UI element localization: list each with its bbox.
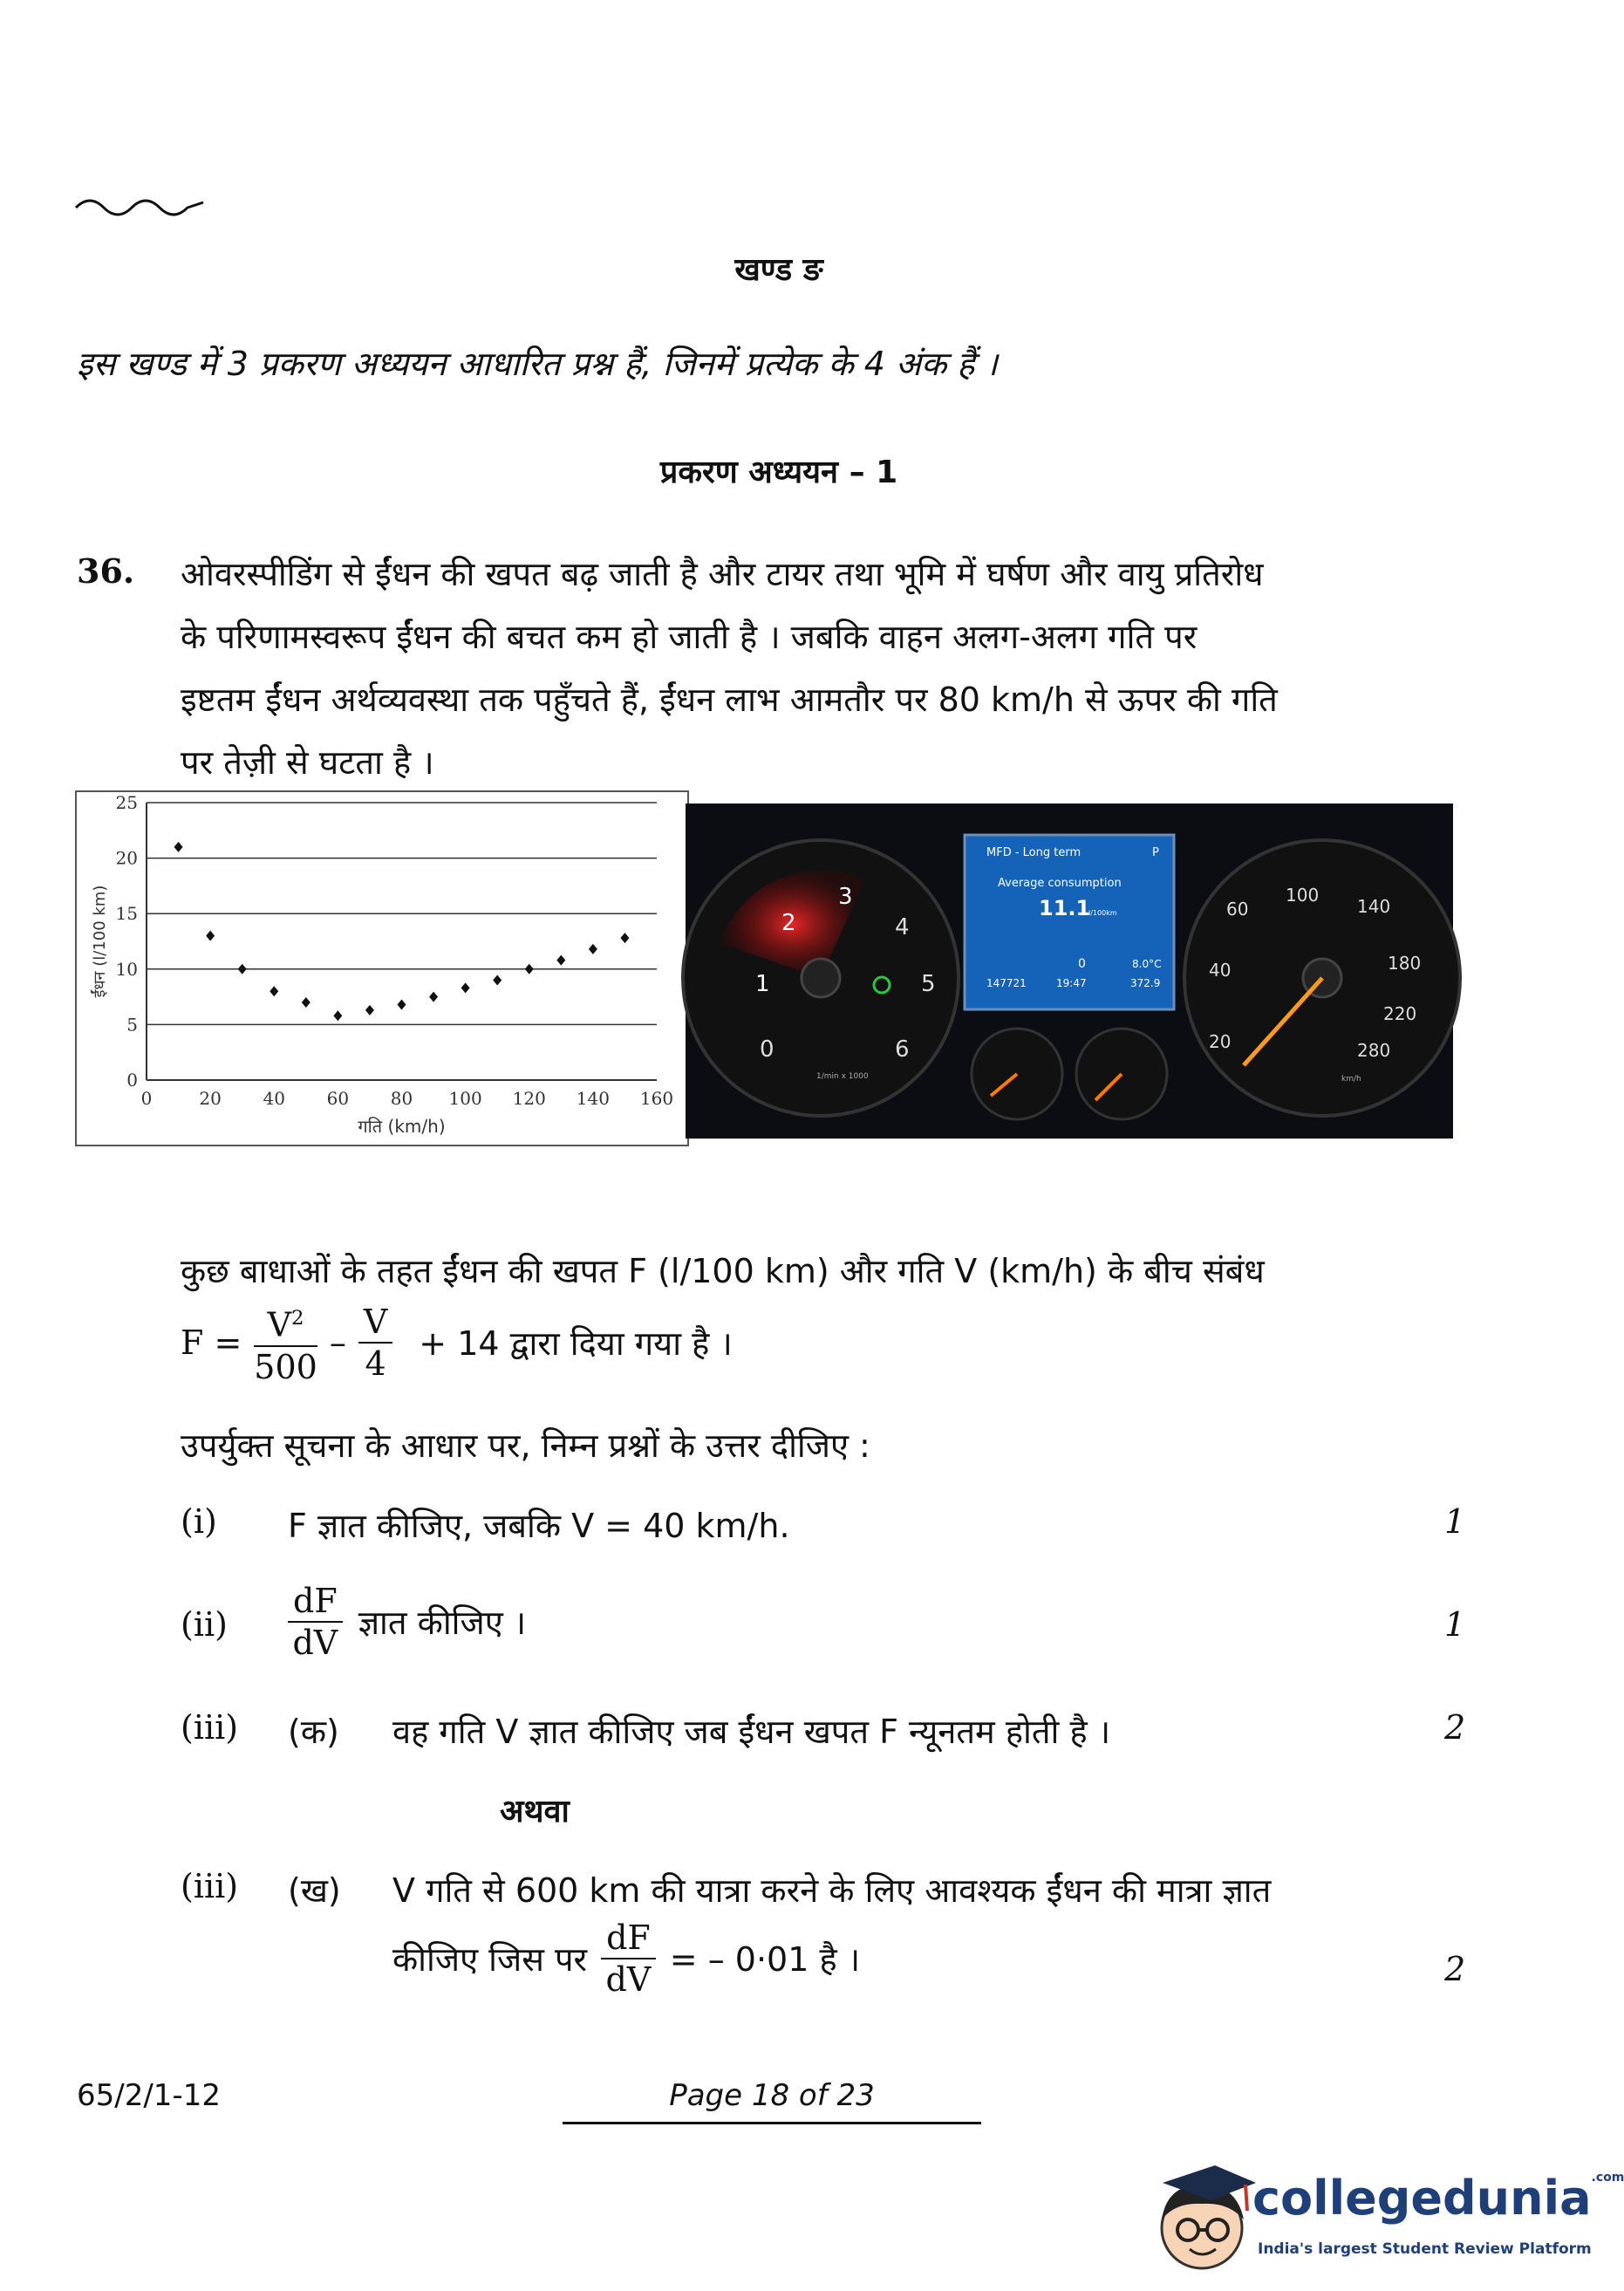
part-iii-a-sub: (क) [288,1713,339,1751]
data-point [429,992,438,1002]
part-ii-frac-num: dF [288,1581,343,1623]
mfd-value: 11.1 [1039,896,1091,920]
speedo-label-100: 100 [1286,885,1320,906]
part-i-marks: 1 [1444,1502,1466,1541]
mfd-odometer: 147721 [986,977,1027,989]
x-tick-label: 40 [263,1088,285,1109]
part-i-text: F ज्ञात कीजिए, जबकि V = 40 km/h. [288,1507,790,1545]
formula [181,1298,733,1387]
formula-frac-2 [358,1302,392,1384]
formula-num2: V [358,1302,392,1344]
part-iii-b-line2 [392,1918,860,2000]
x-axis-label: गति (km/h) [358,1116,446,1137]
speedo-label-220: 220 [1383,1003,1417,1024]
relation-line: कुछ बाधाओं के तहत ईंधन की खपत F (l/100 km) और गति V (km/h) के बीच संबंध [181,1252,1265,1290]
brand-name-text: collegedunia [1252,2171,1592,2226]
part-ii-marks: 1 [1444,1605,1466,1644]
speedo-label-140: 140 [1357,896,1391,917]
tacho-label-4: 4 [895,914,910,940]
formula-den2: 4 [365,1344,386,1383]
based-on-line: उपर्युक्त सूचना के आधार पर, निम्न प्रश्नों के उत्तर दीजिए : [181,1426,870,1465]
formula-num1: V [267,1305,292,1344]
or-text: अथवा [500,1794,570,1829]
y-tick-label: 25 [115,792,138,813]
x-tick-label: 100 [448,1088,482,1109]
brand-logo [1150,2153,1624,2284]
part-iii-b-marks: 2 [1444,1950,1466,1988]
part-iii-b-frac-num: dF [601,1918,656,1959]
data-point [525,964,534,975]
section-title: खण्ड ङ [734,252,823,288]
data-point [302,997,310,1008]
data-point [620,933,629,943]
data-point [238,964,247,975]
y-tick-label: 5 [126,1014,138,1036]
part-iii-b-text: V गति से 600 km की यात्रा करने के लिए आवश्यक ईंधन की मात्रा ज्ञात [392,1871,1272,1910]
x-tick-label: 140 [576,1088,610,1109]
fuel-chart [75,790,689,1146]
part-ii-frac [288,1581,343,1663]
student-mascot-icon [1150,2158,1259,2281]
mfd-p: P [1152,846,1159,859]
mfd-temp: 8.0°C [1132,958,1162,970]
part-ii-label: (ii) [181,1605,228,1644]
paper-code: 65/2/1-12 [77,2078,221,2113]
y-axis-label: ईंधन (l/100 km) [91,885,109,998]
part-iii-a-label: (iii) [181,1708,239,1747]
part-iii-b-sub: (ख) [288,1871,341,1910]
mfd-time: 19:47 [1056,977,1087,989]
brand-name [1252,2171,1624,2226]
formula-minus: – [329,1323,346,1362]
question-intro [181,543,1397,794]
wave-mark-icon [74,192,205,218]
formula-sup1: 2 [291,1307,304,1330]
formula-den1: 500 [254,1347,317,1386]
question-number: 36. [77,551,135,591]
part-iii-b-text3: = – 0·01 है । [669,1940,861,1979]
formula-lhs: F = [181,1323,242,1362]
data-point [493,975,502,986]
mfd-label: Average consumption [998,877,1122,890]
intro-line-4: पर तेज़ी से घटता है । [181,743,434,782]
mfd-unit: l/100km [1088,909,1117,917]
intro-line-3: इष्टतम ईंधन अर्थव्यवस्था तक पहुँचते हैं, ईंधन लाभ आमतौर पर 80 km/h से ऊपर की गति [181,680,1278,719]
part-i-label: (i) [181,1502,217,1541]
tacho-label-5: 5 [921,971,936,997]
page-number: Page 18 of 23 [669,2078,875,2113]
speedo-label-280: 280 [1357,1040,1391,1061]
dashboard-svg [686,804,1453,1139]
intro-line-1: ओवरस्पीडिंग से ईंधन की खपत बढ़ जाती है और टायर तथा भूमि में घर्षण और वायु प्रतिरोध [181,555,1264,593]
y-tick-label: 0 [126,1070,138,1091]
tacho-label-3: 3 [838,884,853,910]
x-tick-label: 160 [639,1088,674,1109]
fuel-chart-svg [77,792,687,1145]
brand-tagline: India's largest Student Review Platform [1258,2240,1592,2258]
y-tick-label: 15 [115,903,138,925]
data-point [556,955,565,966]
data-point [206,931,215,941]
data-point [365,1005,374,1016]
data-point [270,986,278,996]
part-ii-frac-den: dV [292,1624,338,1662]
data-point [461,982,470,993]
mfd-speed: 0 [1078,957,1086,971]
part-iii-b-frac-den: dV [605,1960,652,1999]
tacho-label-0: 0 [760,1036,774,1063]
data-point [589,944,597,954]
tacho-label-1: 1 [755,971,770,997]
tacho-unit: 1/min x 1000 [816,1072,869,1081]
y-tick-label: 10 [115,958,138,980]
x-tick-label: 80 [390,1088,413,1109]
tacho-label-6: 6 [895,1036,910,1063]
part-iii-b-text2: कीजिए जिस पर [392,1940,588,1979]
x-tick-label: 20 [199,1088,222,1109]
mfd-trip: 372.9 [1130,977,1161,989]
speedo-label-40: 40 [1209,960,1232,981]
part-ii-content [288,1581,526,1663]
x-tick-label: 120 [512,1088,546,1109]
part-iii-a-text: वह गति V ज्ञात कीजिए जब ईंधन खपत F न्यूनतम होती है । [392,1713,1111,1751]
formula-frac-1 [254,1298,317,1387]
part-iii-b-frac [601,1918,656,2000]
mfd-header: MFD - Long term [986,846,1082,859]
tacho-label-2: 2 [781,910,796,936]
case-study-title: प्रकरण अध्ययन – 1 [659,455,898,490]
data-point [398,1000,406,1010]
formula-tail: + 14 द्वारा दिया गया है । [419,1323,733,1363]
intro-line-2: के परिणामस्वरूप ईंधन की बचत कम हो जाती है । जबकि वाहन अलग-अलग गति पर [181,618,1198,656]
speedo-label-20: 20 [1209,1031,1232,1052]
speedo-unit: km/h [1341,1075,1361,1084]
part-ii-text: ज्ञात कीजिए । [358,1604,527,1642]
speedo-label-60: 60 [1226,899,1249,920]
y-tick-label: 20 [115,847,138,869]
x-tick-label: 0 [140,1088,153,1109]
data-point [333,1010,342,1021]
part-iii-b-label: (iii) [181,1867,239,1905]
x-tick-label: 60 [326,1088,350,1109]
speedo-label-180: 180 [1388,953,1422,974]
section-instruction: इस खण्ड में 3 प्रकरण अध्ययन आधारित प्रश्न हैं, जिनमें प्रत्येक के 4 अंक हैं । [77,345,998,383]
brand-suffix: .com [1591,2171,1624,2185]
dashboard-image [686,804,1453,1139]
footer-rule [563,2122,981,2124]
data-point [174,842,183,852]
part-iii-a-marks: 2 [1444,1708,1466,1747]
